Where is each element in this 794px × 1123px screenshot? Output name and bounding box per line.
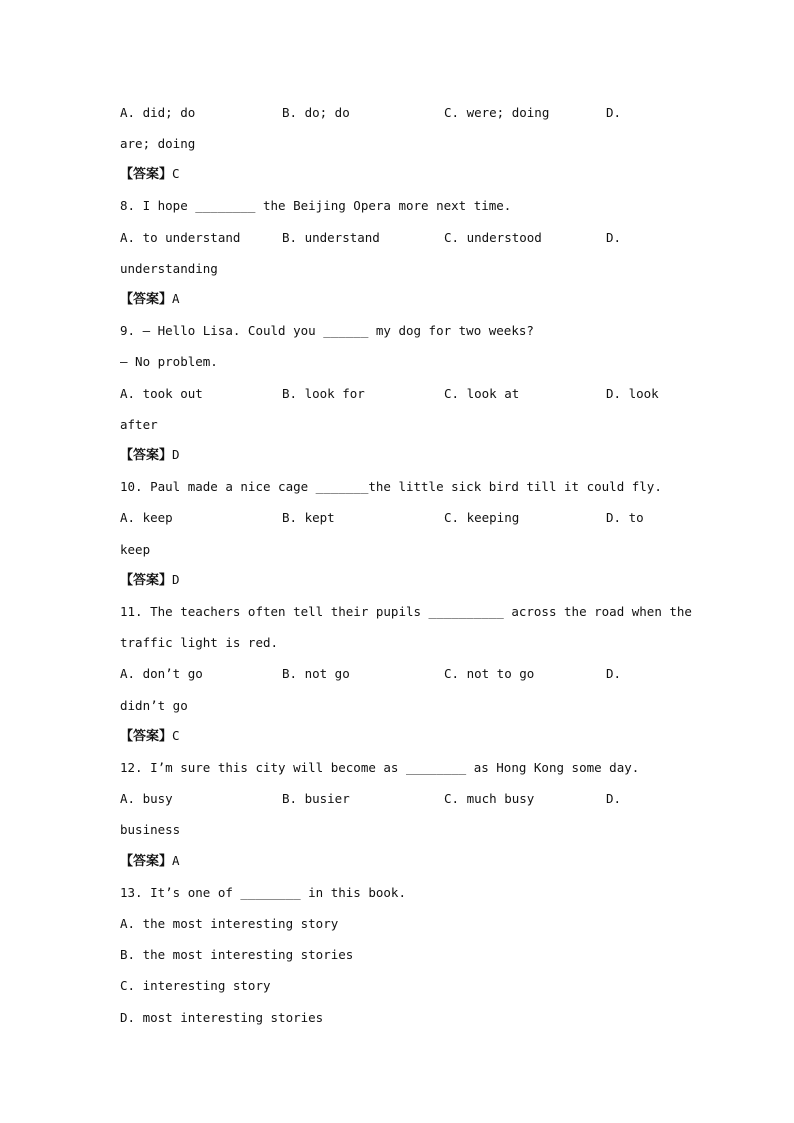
answer-tag: 【答案】 [120, 167, 173, 182]
q9-answer [120, 445, 180, 465]
q9-question: 9. — Hello Lisa. Could you ______ my dog for two weeks? [120, 323, 534, 338]
q8-option-b: B. understand [282, 230, 380, 245]
q9-option-c: C. look at [444, 386, 520, 401]
answer-tag: 【答案】 [120, 854, 173, 869]
q11-option-a: A. don’t go [120, 666, 203, 681]
q10-question: 10. Paul made a nice cage _______the little sick bird till it could fly. [120, 479, 662, 494]
q9-option-b: B. look for [282, 386, 365, 401]
q12-option-d: D. [606, 791, 622, 806]
prev-option-b: B. do; do [282, 105, 350, 120]
q13-question: 13. It’s one of ________ in this book. [120, 885, 406, 900]
q13-option-d: D. most interesting stories [120, 1010, 324, 1025]
q12-option-b: B. busier [282, 791, 350, 806]
answer-value: D [172, 572, 180, 587]
prev-option-d: D. [606, 105, 622, 120]
q10-option-d: D. to [606, 510, 644, 525]
q13-option-c: C. interesting story [120, 978, 271, 993]
answer-tag: 【答案】 [120, 729, 173, 744]
q11-option-c: C. not to go [444, 666, 535, 681]
answer-value: C [172, 166, 180, 181]
q12-option-d-wrap: business [120, 822, 181, 837]
prev-option-a: A. did; do [120, 105, 196, 120]
prev-answer [120, 164, 180, 184]
q9-option-d: D. look [606, 386, 659, 401]
answer-tag: 【答案】 [120, 292, 173, 307]
q9-reply: — No problem. [120, 354, 218, 369]
q11-question-line2: traffic light is red. [120, 635, 279, 650]
q9-option-d-wrap: after [120, 417, 158, 432]
answer-value: A [172, 291, 180, 306]
q12-option-a: A. busy [120, 791, 173, 806]
q10-option-c: C. keeping [444, 510, 520, 525]
answer-tag: 【答案】 [120, 448, 173, 463]
q12-option-c: C. much busy [444, 791, 535, 806]
q8-answer [120, 289, 180, 309]
q10-option-a: A. keep [120, 510, 173, 525]
prev-option-c: C. were; doing [444, 105, 550, 120]
q11-option-d-wrap: didn’t go [120, 698, 188, 713]
q8-question: 8. I hope ________ the Beijing Opera more next time. [120, 198, 512, 213]
q11-option-d: D. [606, 666, 622, 681]
q10-answer [120, 570, 180, 590]
q8-option-d-wrap: understanding [120, 261, 218, 276]
q12-answer [120, 851, 180, 871]
q9-option-a: A. took out [120, 386, 203, 401]
q10-option-d-wrap: keep [120, 542, 151, 557]
answer-tag: 【答案】 [120, 573, 173, 588]
prev-option-d-wrap: are; doing [120, 136, 196, 151]
q8-option-a: A. to understand [120, 230, 241, 245]
answer-value: A [172, 853, 180, 868]
q8-option-d: D. [606, 230, 622, 245]
answer-value: D [172, 447, 180, 462]
q11-answer [120, 726, 180, 746]
q11-option-b: B. not go [282, 666, 350, 681]
q11-question-line1: 11. The teachers often tell their pupils __________ across the road when the [120, 604, 692, 619]
q13-option-b: B. the most interesting stories [120, 947, 354, 962]
answer-value: C [172, 728, 180, 743]
q10-option-b: B. kept [282, 510, 335, 525]
q8-option-c: C. understood [444, 230, 542, 245]
q12-question: 12. I’m sure this city will become as ________ as Hong Kong some day. [120, 760, 640, 775]
q13-option-a: A. the most interesting story [120, 916, 339, 931]
